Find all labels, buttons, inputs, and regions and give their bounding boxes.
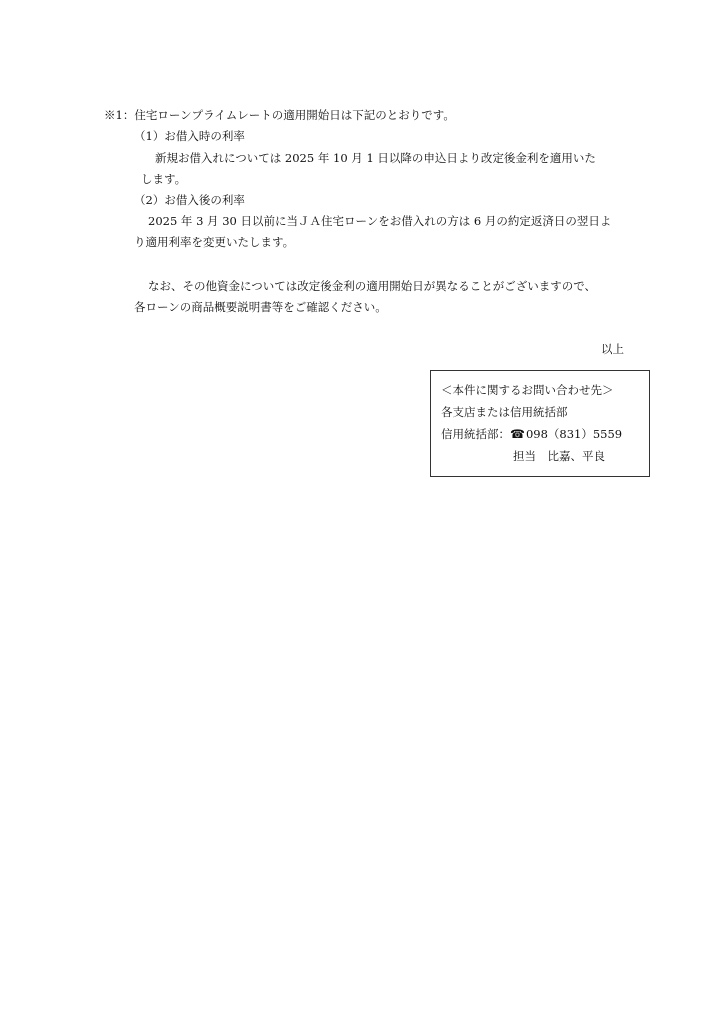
contact-phone-number: 098（831）5559 — [525, 427, 623, 441]
contact-box — [430, 370, 650, 477]
item1-body-line1: 新規お借入れについては 2025 年 10 月 1 日以降の申込日より改定後金利を適用いた — [155, 151, 596, 165]
note-heading: ※1：住宅ローンプライムレートの適用開始日は下記のとおりです。 — [104, 108, 455, 122]
item2-body-line1: 2025 年 3 月 30 日以前に当ＪＡ住宅ローンをお借入れの方は 6 月の約定返済日の翌日よ — [148, 214, 612, 228]
contact-phone-line — [441, 427, 622, 441]
contact-title: ＜本件に関するお問い合わせ先＞ — [441, 383, 614, 397]
remark-line1: なお、その他資金については改定後金利の適用開始日が異なることがございますので、 — [148, 279, 597, 293]
closing-text: 以上 — [601, 342, 624, 356]
item1-title: （1）お借入時の利率 — [134, 129, 245, 143]
item1-body-line2: します。 — [141, 172, 187, 186]
contact-person: 担当 比嘉、平良 — [513, 449, 605, 463]
phone-icon: ☎ — [510, 427, 525, 441]
item2-title: （2）お借入後の利率 — [134, 193, 245, 207]
contact-branches: 各支店または信用統括部 — [441, 405, 568, 419]
contact-dept-label: 信用統括部： — [441, 427, 510, 441]
item2-body-line2: り適用利率を変更いたします。 — [134, 235, 295, 249]
remark-line2: 各ローンの商品概要説明書等をご確認ください。 — [134, 300, 387, 314]
